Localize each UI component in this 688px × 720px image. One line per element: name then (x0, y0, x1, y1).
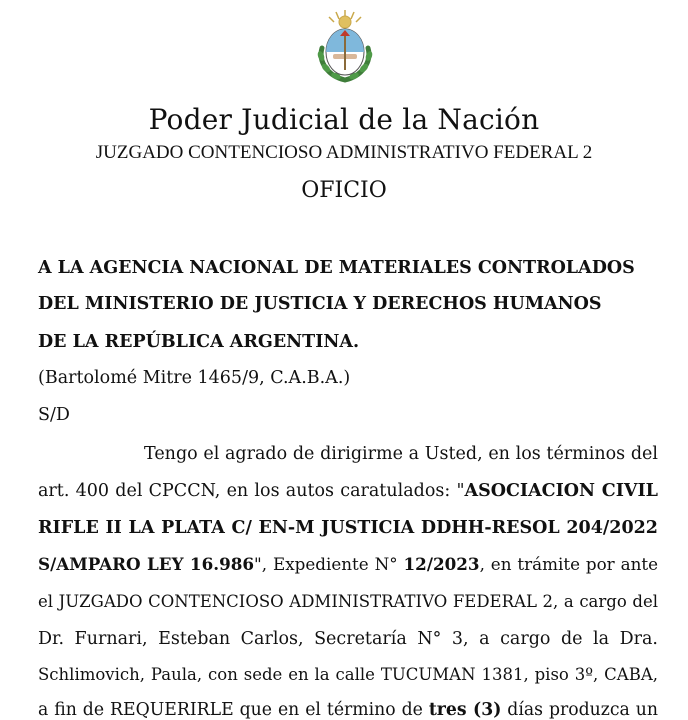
file-number: 12/2023 (403, 554, 480, 574)
body-line-6: Dr. Furnari, Esteban Carlos, Secretaría N° 3, a cargo de la Dra. (38, 629, 658, 649)
body-line-4 (38, 554, 658, 574)
addressee-address: (Bartolomé Mitre 1465/9, C.A.B.A.) (38, 368, 351, 388)
salutation-sd: S/D (38, 405, 70, 425)
body-line-1: Tengo el agrado de dirigirme a Usted, en los términos del (144, 444, 658, 464)
body-text: , en trámite por ante (479, 554, 658, 574)
body-text: art. 400 del CPCCN, en los autos caratulados: " (38, 481, 465, 501)
deadline-bold: tres (3) (428, 700, 502, 720)
body-text: ", Expediente N° (254, 554, 404, 574)
body-text: días produzca un (501, 700, 658, 720)
institution-title: Poder Judicial de la Nación (148, 103, 540, 136)
body-line-8 (38, 700, 658, 720)
body-text: a fin de REQUERIRLE que en el término de (38, 700, 429, 720)
coat-of-arms-icon (312, 8, 378, 84)
addressee-line-2: DEL MINISTERIO DE JUSTICIA Y DERECHOS HUMANOS (38, 294, 602, 314)
body-line-5: el JUZGADO CONTENCIOSO ADMINISTRATIVO FEDERAL 2, a cargo del (38, 592, 658, 611)
addressee-line-1: A LA AGENCIA NACIONAL DE MATERIALES CONTROLADOS (38, 258, 635, 278)
document-type: OFICIO (301, 178, 387, 203)
case-title-bold-end: S/AMPARO LEY 16.986 (38, 554, 255, 574)
body-line-3: RIFLE II LA PLATA C/ EN-M JUSTICIA DDHH-RESOL 204/2022 (38, 518, 658, 538)
body-line-2 (38, 481, 658, 501)
court-name: JUZGADO CONTENCIOSO ADMINISTRATIVO FEDERAL 2 (95, 142, 593, 163)
addressee-line-3: DE LA REPÚBLICA ARGENTINA. (38, 332, 360, 352)
case-title-bold: ASOCIACION CIVIL (464, 481, 658, 501)
body-line-7: Schlimovich, Paula, con sede en la calle TUCUMAN 1381, piso 3º, CABA, (38, 665, 658, 684)
